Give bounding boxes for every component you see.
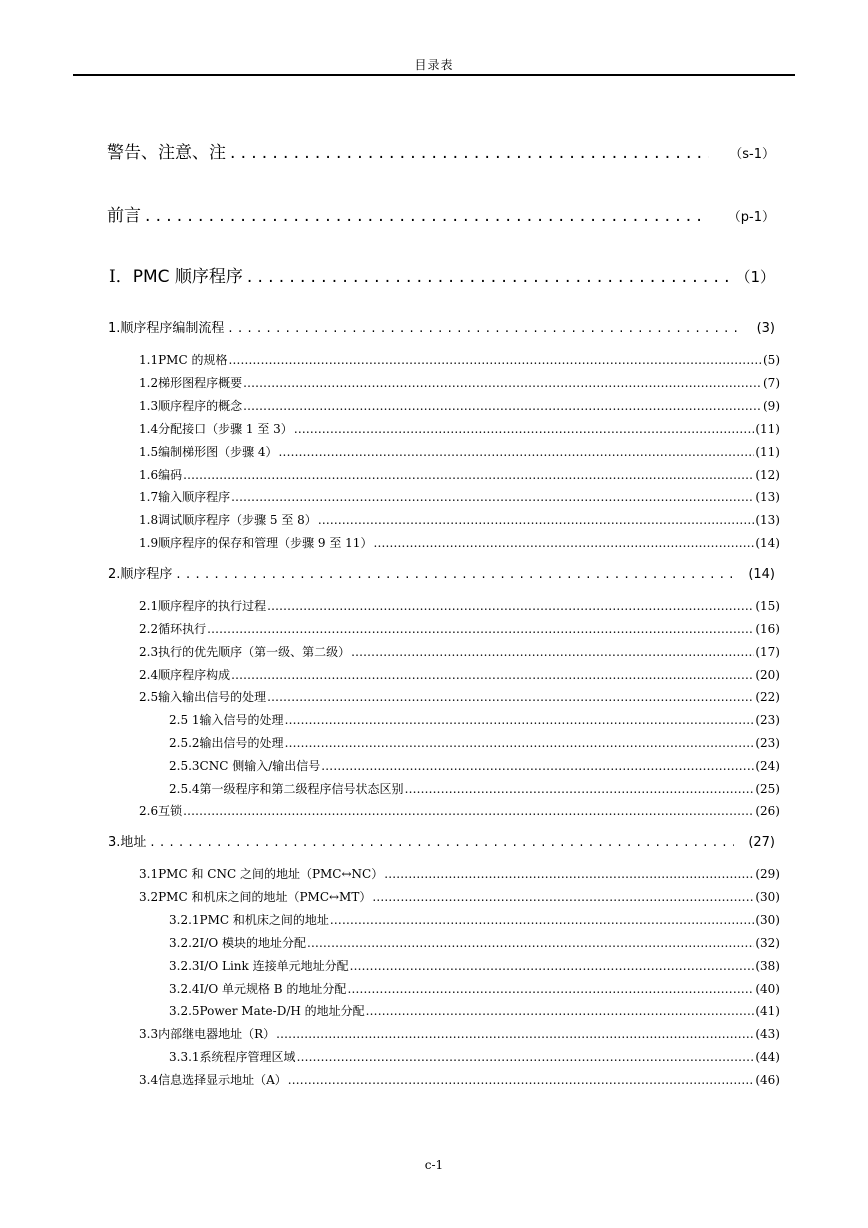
toc-section[interactable]: [139, 802, 780, 819]
dot-leader: [247, 267, 732, 287]
toc-section[interactable]: [139, 511, 780, 528]
toc-entry-label: 顺序程序编制流程: [120, 321, 225, 336]
toc-entry-page: (40): [755, 982, 780, 996]
dot-leader: [243, 399, 762, 413]
toc-entry-label: 输入输出信号的处理: [158, 690, 267, 704]
toc-entry-number: 1.: [108, 321, 121, 336]
dot-leader: [297, 1050, 755, 1064]
toc-entry-number: 3.2: [139, 890, 159, 904]
toc-section[interactable]: [139, 397, 780, 414]
toc-entry-label: 第一级程序和第二级程序信号状态区别: [199, 782, 404, 796]
toc-subsection[interactable]: [169, 980, 780, 997]
toc-entry-label: CNC 侧输入/输出信号: [199, 759, 321, 773]
toc-entry-number: 2.3: [139, 645, 159, 659]
dot-leader: [294, 422, 755, 436]
dot-leader: [347, 982, 754, 996]
toc-section[interactable]: [139, 643, 780, 660]
toc-chapter-2[interactable]: [108, 563, 775, 582]
dot-leader: [145, 206, 708, 226]
toc-entry-page: (13): [755, 513, 780, 527]
dot-leader: [285, 736, 755, 750]
dot-leader: [230, 143, 709, 163]
toc-section[interactable]: [139, 374, 780, 391]
toc-entry-label: 输出信号的处理: [199, 736, 284, 750]
toc-subsection[interactable]: [169, 1002, 780, 1019]
toc-section[interactable]: [139, 466, 780, 483]
dot-leader: [176, 567, 734, 582]
toc-entry-label: PMC 和机床之间的地址（PMC↔MT）: [158, 890, 372, 904]
toc-entry-number: 2.: [108, 567, 121, 582]
toc-entry-label: 循环执行: [158, 622, 207, 636]
toc-entry-number: 2.2: [139, 622, 159, 636]
toc-entry-label: 前言: [107, 206, 141, 226]
dot-leader: [183, 804, 754, 818]
toc-entry-number: 2.5.3: [169, 759, 200, 773]
toc-section[interactable]: [139, 888, 780, 905]
toc-entry-page: (7): [763, 376, 780, 390]
toc-entry-label: 警告、注意、注: [107, 143, 226, 163]
toc-entry-number: 3.3: [139, 1027, 159, 1041]
toc-subsection[interactable]: [169, 957, 780, 974]
toc-entry-page: (11): [755, 445, 780, 459]
toc-entry-number: 3.2.5: [169, 1004, 200, 1018]
dot-leader: [267, 599, 754, 613]
toc-section[interactable]: [139, 488, 780, 505]
toc-entry-number: 1.4: [139, 422, 159, 436]
toc-entry-page: (16): [755, 622, 780, 636]
toc-entry-number: 2.5: [139, 690, 159, 704]
dot-leader: [405, 782, 755, 796]
toc-entry-page: (23): [755, 736, 780, 750]
toc-entry-page: (25): [755, 782, 780, 796]
toc-entry-label: I/O Link 连接单元地址分配: [199, 959, 349, 973]
dot-leader: [183, 468, 754, 482]
toc-entry-number: 3.2.2: [169, 936, 200, 950]
dot-leader: [372, 890, 754, 904]
header-title: 目录表: [414, 58, 454, 72]
toc-section[interactable]: [139, 688, 780, 705]
toc-entry-page: (46): [755, 1073, 780, 1087]
toc-entry-part-1[interactable]: [109, 262, 775, 287]
toc-entry-page: （1）: [735, 268, 775, 286]
toc-entry-number: 1.7: [139, 490, 159, 504]
toc-section[interactable]: [139, 351, 780, 368]
toc-entry-label: 分配接口（步骤 1 至 3）: [158, 422, 293, 436]
toc-entry-number: 1.2: [139, 376, 159, 390]
toc-entry-page: (17): [755, 645, 780, 659]
dot-leader: [288, 1073, 755, 1087]
toc-entry-page: (15): [755, 599, 780, 613]
toc-entry-number: 3.2.3: [169, 959, 200, 973]
dot-leader: [267, 690, 754, 704]
toc-entry-page: (5): [763, 353, 780, 367]
toc-entry-number: 2.5.4: [169, 782, 200, 796]
toc-entry-warnings[interactable]: [107, 138, 775, 163]
toc-subsection[interactable]: [169, 911, 780, 928]
toc-section[interactable]: [139, 443, 780, 460]
toc-entry-page: (38): [755, 959, 780, 973]
toc-entry-number: 1.6: [139, 468, 159, 482]
toc-entry-label: 顺序程序的保存和管理（步骤 9 至 11）: [158, 536, 373, 550]
dot-leader: [307, 936, 754, 950]
toc-entry-number: 3.2.1: [169, 913, 200, 927]
dot-leader: [373, 536, 754, 550]
toc-entry-label: 顺序程序: [120, 567, 173, 582]
toc-entry-page: (14): [755, 536, 780, 550]
toc-entry-number: 1.3: [139, 399, 159, 413]
toc-entry-number: 1.9: [139, 536, 159, 550]
toc-entry-label: 编制梯形图（步骤 4）: [158, 445, 278, 459]
toc-subsection[interactable]: [169, 757, 780, 774]
toc-entry-page: (22): [755, 690, 780, 704]
toc-entry-page: (23): [755, 713, 780, 727]
dot-leader: [279, 445, 755, 459]
toc-entry-label: 输入顺序程序: [158, 490, 231, 504]
dot-leader: [321, 759, 754, 773]
toc-entry-label: 顺序程序的执行过程: [158, 599, 267, 613]
toc-entry-label: 互锁: [158, 804, 183, 818]
toc-entry-page: (43): [755, 1027, 780, 1041]
toc-entry-number: 3.4: [139, 1073, 159, 1087]
toc-entry-number: 3.2.4: [169, 982, 200, 996]
toc-entry-label: 信息选择显示地址（A）: [158, 1073, 287, 1087]
toc-chapter-3[interactable]: [108, 831, 775, 850]
toc-entry-page: (11): [755, 422, 780, 436]
toc-entry-number: 3.3.1: [169, 1050, 200, 1064]
toc-entry-number: 2.5 1: [169, 713, 200, 727]
toc-entry-number: 3.: [108, 835, 121, 850]
toc-entry-page: （p-1）: [727, 210, 775, 225]
toc-entry-number: 1.5: [139, 445, 159, 459]
toc-entry-page: (30): [755, 913, 780, 927]
dot-leader: [350, 959, 755, 973]
toc-entry-page: (24): [755, 759, 780, 773]
dot-leader: [228, 353, 762, 367]
toc-entry-label: 梯形图程序概要: [158, 376, 243, 390]
toc-section[interactable]: [139, 620, 780, 637]
toc-entry-number: 1.1: [139, 353, 159, 367]
toc-section[interactable]: [139, 534, 780, 551]
toc-entry-page: (44): [755, 1050, 780, 1064]
toc-entry-number: 3.1: [139, 867, 159, 881]
toc-chapter-1[interactable]: [108, 317, 775, 336]
dot-leader: [207, 622, 754, 636]
toc-subsection[interactable]: [169, 711, 780, 728]
toc-entry-page: (13): [755, 490, 780, 504]
toc-section[interactable]: [139, 597, 780, 614]
toc-entry-label: 顺序程序的概念: [158, 399, 243, 413]
toc-section[interactable]: [139, 1071, 780, 1088]
toc-entry-label: PMC 和 CNC 之间的地址（PMC↔NC）: [158, 867, 384, 881]
toc-entry-label: PMC 顺序程序: [132, 267, 243, 287]
toc-section[interactable]: [139, 666, 780, 683]
dot-leader: [351, 645, 754, 659]
toc-entry-page: (3): [756, 321, 775, 336]
header-rule: [73, 74, 795, 76]
toc-entry-label: 内部继电器地址（R）: [158, 1027, 276, 1041]
toc-entry-label: 系统程序管理区域: [199, 1050, 296, 1064]
toc-entry-label: PMC 的规格: [158, 353, 228, 367]
toc-entry-page: (14): [748, 567, 775, 582]
dot-leader: [330, 913, 754, 927]
toc-entry-number: Ⅰ．: [109, 267, 133, 287]
toc-section[interactable]: [139, 420, 780, 437]
toc-entry-number: 1.8: [139, 513, 159, 527]
toc-entry-label: 执行的优先顺序（第一级、第二级）: [158, 645, 351, 659]
toc-entry-number: 2.1: [139, 599, 159, 613]
toc-entry-label: 调试顺序程序（步骤 5 至 8）: [158, 513, 317, 527]
toc-entry-page: (20): [755, 668, 780, 682]
dot-leader: [150, 835, 734, 850]
page-number: c-1: [424, 1158, 444, 1172]
dot-leader: [318, 513, 755, 527]
toc-subsection[interactable]: [169, 1048, 780, 1065]
dot-leader: [285, 713, 755, 727]
dot-leader: [243, 376, 762, 390]
toc-entry-page: (30): [755, 890, 780, 904]
toc-entry-page: (29): [755, 867, 780, 881]
toc-entry-page: (12): [755, 468, 780, 482]
toc-entry-label: 顺序程序构成: [158, 668, 231, 682]
toc-entry-page: (9): [763, 399, 780, 413]
toc-entry-page: （s-1）: [729, 147, 775, 162]
dot-leader: [231, 490, 754, 504]
toc-entry-label: 地址: [120, 835, 147, 850]
toc-entry-label: PMC 和机床之间的地址: [199, 913, 329, 927]
toc-subsection[interactable]: [169, 734, 780, 751]
toc-subsection[interactable]: [169, 780, 780, 797]
dot-leader: [231, 668, 754, 682]
toc-entry-number: 2.6: [139, 804, 159, 818]
dot-leader: [276, 1027, 754, 1041]
toc-section[interactable]: [139, 865, 780, 882]
toc-section[interactable]: [139, 1025, 780, 1042]
toc-entry-page: (41): [755, 1004, 780, 1018]
toc-entry-label: I/O 模块的地址分配: [199, 936, 306, 950]
dot-leader: [228, 321, 742, 336]
toc-entry-page: (27): [748, 835, 775, 850]
toc-entry-label: 编码: [158, 468, 183, 482]
toc-entry-page: (32): [755, 936, 780, 950]
toc-entry-number: 2.4: [139, 668, 159, 682]
toc-entry-label: 输入信号的处理: [199, 713, 284, 727]
toc-subsection[interactable]: [169, 934, 780, 951]
dot-leader: [366, 1004, 755, 1018]
dot-leader: [384, 867, 754, 881]
toc-entry-label: Power Mate-D/H 的地址分配: [199, 1004, 365, 1018]
toc-entry-preface[interactable]: [107, 201, 775, 226]
toc-entry-number: 2.5.2: [169, 736, 200, 750]
toc-entry-label: I/O 单元规格 B 的地址分配: [199, 982, 347, 996]
toc-entry-page: (26): [755, 804, 780, 818]
